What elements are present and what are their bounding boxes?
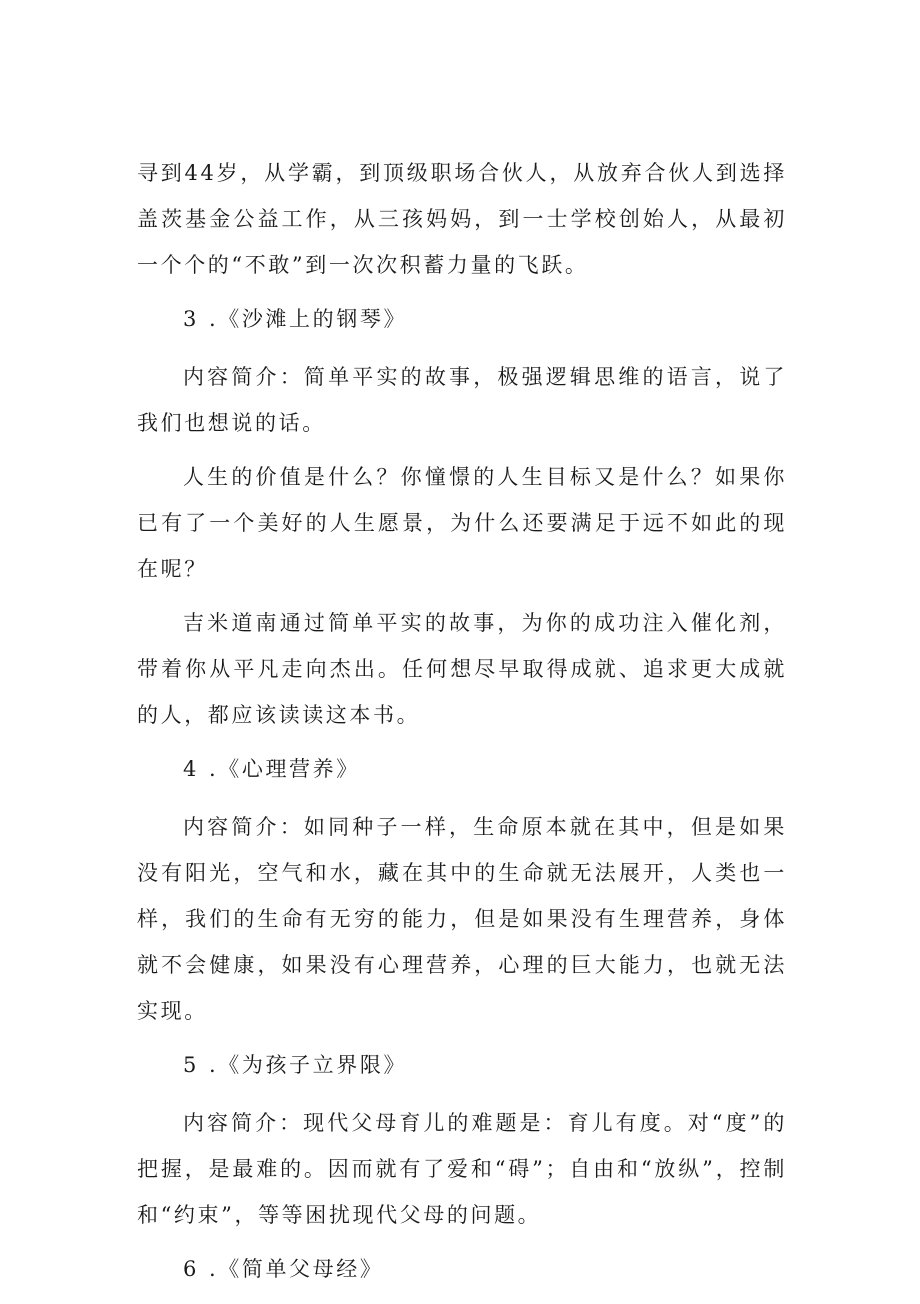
heading-title: .《沙滩上的钢琴》 <box>208 307 408 331</box>
book-heading-3 <box>137 296 787 342</box>
book-heading-4 <box>137 746 787 792</box>
heading-number: 6 <box>183 1257 199 1281</box>
paragraph-summary-4: 内容简介：如同种子一样，生命原本就在其中，但是如果没有阳光，空气和水，藏在其中的生命就无法展开，人类也一样，我们的生命有无穷的能力，但是如果没有生理营养，身体就不会健康，如果没有心理营养，心理的巨大能力，也就无法实现。 <box>137 815 787 1023</box>
paragraph-continuation: 寻到44岁，从学霸，到顶级职场合伙人，从放弃合伙人到选择盖茨基金公益工作，从三孩妈妈，到一士学校创始人，从最初一个个的“不敢”到一次次积蓄力量的飞跃。 <box>137 161 787 277</box>
heading-title: .《简单父母经》 <box>208 1257 384 1281</box>
heading-number: 4 <box>183 757 199 781</box>
paragraph-summary-3: 内容简介：简单平实的故事，极强逻辑思维的语言，说了我们也想说的话。 <box>137 365 787 435</box>
book-heading-5 <box>137 1042 787 1088</box>
heading-number: 5 <box>183 1053 199 1077</box>
book-heading-6 <box>137 1246 787 1292</box>
heading-title: .《为孩子立界限》 <box>208 1053 408 1077</box>
document-body <box>137 150 787 1304</box>
paragraph-text: 人生的价值是什么？你憧憬的人生目标又是什么？如果你已有了一个美好的人生愿景，为什么还要满足于远不如此的现在呢？ <box>137 465 787 581</box>
paragraph-text: 吉米道南通过简单平实的故事，为你的成功注入催化剂，带着你从平凡走向杰出。任何想尽早取得成就、追求更大成就的人，都应该读读这本书。 <box>137 611 787 727</box>
heading-title: .《心理营养》 <box>208 757 360 781</box>
heading-number: 3 <box>183 307 199 331</box>
paragraph-summary-5: 内容简介：现代父母育儿的难题是：育儿有度。对“度”的把握，是最难的。因而就有了爱和“碍”；自由和“放纵”，控制和“约束”，等等困扰现代父母的问题。 <box>137 1111 787 1227</box>
